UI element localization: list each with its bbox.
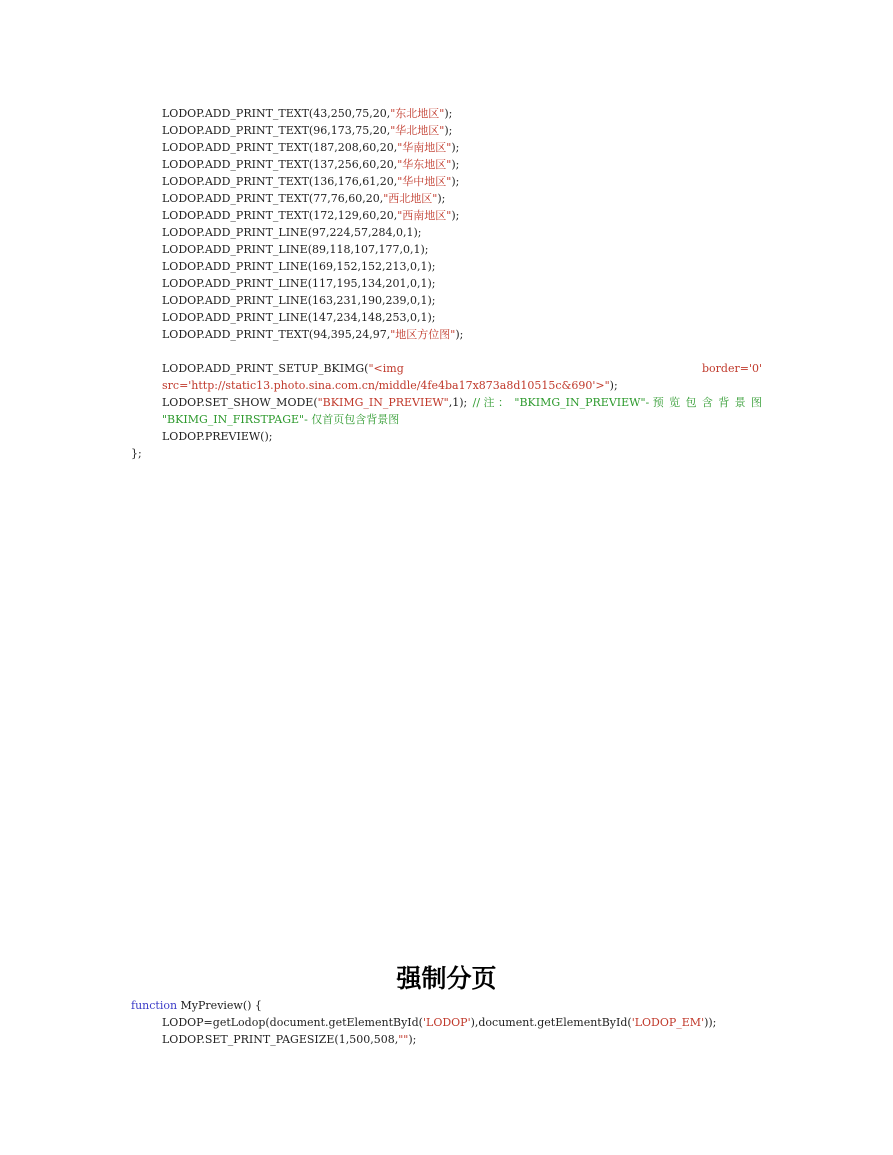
code-line-function-decl (131, 997, 262, 1014)
code-text: ); (451, 141, 460, 154)
code-text: MyPreview() { (177, 999, 262, 1012)
code-text: ); (444, 124, 453, 137)
code-text: LODOP.ADD_PRINT_TEXT(94,395,24,97, (162, 328, 391, 341)
code-text: ); (444, 107, 453, 120)
code-string: "" (398, 1033, 409, 1046)
code-string: 'LODOP' (422, 1016, 471, 1029)
code-line-close-brace: }; (131, 447, 142, 460)
code-line-setup-bkimg (162, 360, 762, 377)
code-text: )); (704, 1016, 717, 1029)
code-line (162, 190, 445, 207)
code-comment: 图 (750, 396, 762, 409)
code-line (162, 207, 459, 224)
code-string: "西南地区" (397, 209, 452, 222)
code-string: border='0' (702, 362, 762, 375)
code-text: LODOP.ADD_PRINT_LINE(169,152,152,213,0,1); (162, 260, 436, 273)
code-text: LODOP.ADD_PRINT_LINE(117,195,134,201,0,1); (162, 277, 436, 290)
code-line (162, 105, 452, 122)
code-line-show-mode (162, 394, 762, 411)
code-text: LODOP.ADD_PRINT_TEXT(187,208,60,20, (162, 141, 398, 154)
code-text: ); (609, 379, 618, 392)
code-text: LODOP.ADD_PRINT_LINE(89,118,107,177,0,1); (162, 243, 429, 256)
code-comment: "BKIMG_IN_PREVIEW"- 预 (514, 396, 664, 409)
code-text: LODOP.ADD_PRINT_TEXT(137,256,60,20, (162, 158, 398, 171)
code-string: "华南地区" (397, 141, 452, 154)
code-text: LODOP.ADD_PRINT_TEXT(96,173,75,20, (162, 124, 391, 137)
code-line-preview: LODOP.PREVIEW(); (162, 430, 273, 443)
code-text: ); (455, 328, 464, 341)
code-string: "<img (368, 362, 404, 375)
code-text: ),document.getElementById( (470, 1016, 632, 1029)
code-text: LODOP.ADD_PRINT_TEXT(172,129,60,20, (162, 209, 398, 222)
code-string: "地区方位图" (390, 328, 456, 341)
code-text: LODOP.SET_SHOW_MODE( (162, 396, 318, 409)
code-line (162, 326, 463, 343)
code-line-set-pagesize (162, 1031, 416, 1048)
code-text: LODOP.ADD_PRINT_TEXT(77,76,60,20, (162, 192, 384, 205)
code-string: "华北地区" (390, 124, 445, 137)
code-text: ); (408, 1033, 417, 1046)
code-text: LODOP.ADD_PRINT_TEXT(136,176,61,20, (162, 175, 398, 188)
code-text: ); (437, 192, 446, 205)
code-line (162, 275, 435, 292)
code-line-bkimg-src (162, 377, 618, 394)
code-text: LODOP.SET_PRINT_PAGESIZE(1,500,508, (162, 1033, 399, 1046)
code-text: ); (451, 158, 460, 171)
code-string: "华中地区" (397, 175, 452, 188)
code-string: "华东地区" (397, 158, 452, 171)
code-comment: // 注 ： (472, 396, 510, 409)
code-line (162, 258, 435, 275)
code-line (162, 224, 421, 241)
code-line (162, 292, 435, 309)
code-text: LODOP.ADD_PRINT_LINE(97,224,57,284,0,1); (162, 226, 422, 239)
code-line (162, 173, 459, 190)
code-comment: 背 (718, 396, 730, 409)
code-string: src='http://static13.photo.sina.com.cn/middle/4fe4ba17x873a8d10515c&690'>" (162, 379, 610, 392)
code-text: LODOP.ADD_PRINT_TEXT(43,250,75,20, (162, 107, 391, 120)
code-line (162, 241, 428, 258)
code-string: "BKIMG_IN_PREVIEW" (317, 396, 449, 409)
code-comment: 包 (685, 396, 697, 409)
code-line (162, 122, 452, 139)
code-string: "西北地区" (383, 192, 438, 205)
code-keyword: function (131, 999, 178, 1012)
code-text: LODOP.ADD_PRINT_SETUP_BKIMG( (162, 362, 369, 375)
code-line-get-lodop (162, 1014, 716, 1031)
code-line (162, 156, 459, 173)
code-line (162, 309, 435, 326)
section-heading: 强制分页 (396, 964, 497, 993)
code-text: ,1); (448, 396, 468, 409)
code-text: LODOP=getLodop(document.getElementById( (162, 1016, 423, 1029)
code-text: ); (451, 175, 460, 188)
code-comment: 览 (669, 396, 681, 409)
code-line (162, 139, 459, 156)
code-comment-line: "BKIMG_IN_FIRSTPAGE"- 仅首页包含背景图 (162, 413, 400, 426)
code-comment: 含 (701, 396, 713, 409)
code-text: LODOP.ADD_PRINT_LINE(147,234,148,253,0,1); (162, 311, 436, 324)
code-text: LODOP.ADD_PRINT_LINE(163,231,190,239,0,1); (162, 294, 436, 307)
code-comment: 景 (734, 396, 746, 409)
code-text: ); (451, 209, 460, 222)
code-string: "东北地区" (390, 107, 445, 120)
code-string: 'LODOP_EM' (631, 1016, 705, 1029)
